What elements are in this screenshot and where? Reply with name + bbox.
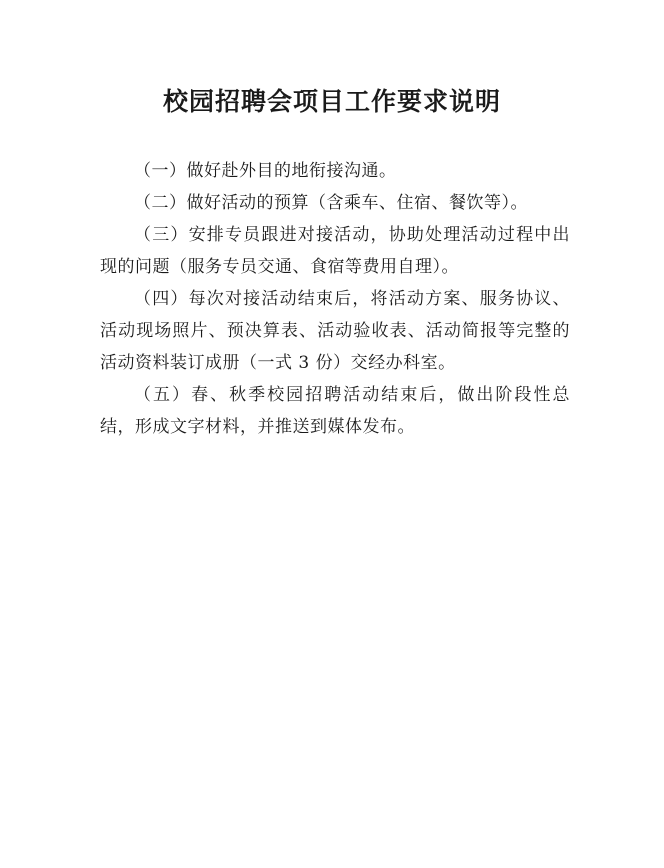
- document-title: 校园招聘会项目工作要求说明: [162, 87, 501, 116]
- paragraph-1: （一）做好赴外目的地衔接沟通。: [134, 161, 397, 181]
- paragraph-2: （二）做好活动的预算（含乘车、住宿、餐饮等）。: [134, 193, 528, 213]
- paragraph-3: （三）安排专员跟进对接活动，协助处理活动过程中出现的问题（服务专员交通、食宿等费用自理）。: [100, 225, 570, 277]
- paragraph-4: （四）每次对接活动结束后，将活动方案、服务协议、活动现场照片、预决算表、活动验收表、活动简报等完整的活动资料装订成册（一式 3 份）交经办科室。: [100, 289, 570, 373]
- paragraph-5: （五）春、秋季校园招聘活动结束后，做出阶段性总结，形成文字材料，并推送到媒体发布。: [100, 385, 570, 437]
- document-body: [100, 155, 570, 443]
